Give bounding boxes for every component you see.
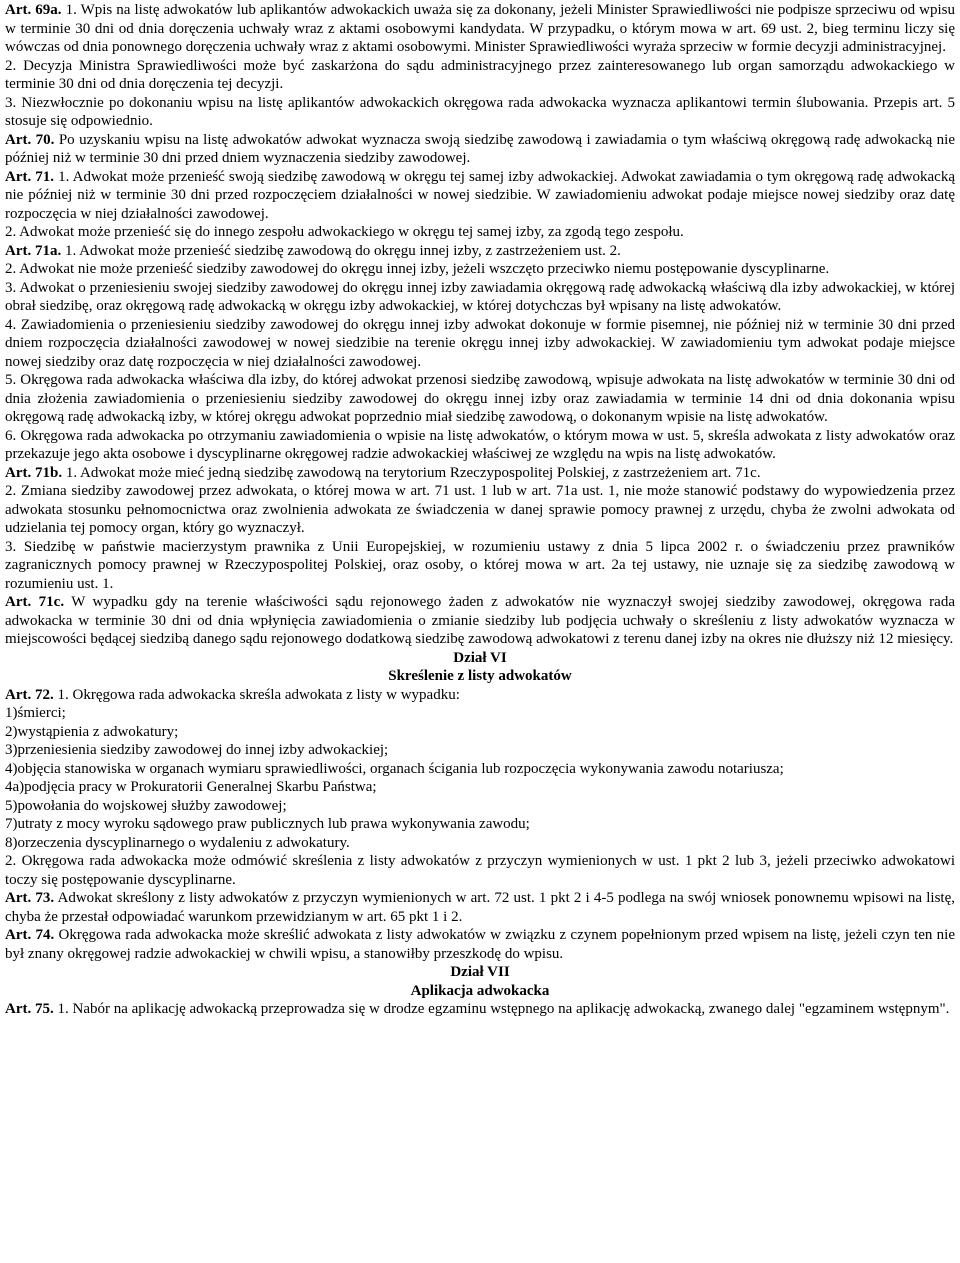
paragraph-text: 2. Adwokat może przenieść się do innego zespołu adwokackiego w okręgu tej samej izby, za zgodą tego zespołu. (5, 224, 684, 240)
paragraph-text: W wypadku gdy na terenie właściwości sądu rejonowego żaden z adwokatów nie wyznaczył swojej siedziby zawodowej, okręgowa rada adwokacka w terminie 30 dni od dnia wpłynięcia zawiadomienia o zmianie siedziby lub podjęcia uchwały o skreśleniu z listy adwokatów wyznacza w miejscowości będącej siedzibą danego sądu rejonowego dodatkową siedzibę zawodową adwokatowi z terenu danej izby na okres nie dłuższy niż 12 miesięcy. (5, 594, 955, 647)
list-item: 4a)podjęcia pracy w Prokuratorii Generalnej Skarbu Państwa; (5, 779, 377, 795)
paragraph-art-75 (5, 1000, 955, 1019)
paragraph-text: Adwokat skreślony z listy adwokatów z przyczyn wymienionych w art. 72 ust. 1 pkt 2 i 4-5 podlega na swój wniosek ponownemu wpisowi na listę, chyba że przestał odpowiadać warunkom przewidzianym w art. 65 pkt 1 i 2. (5, 890, 955, 925)
paragraph-text: 3. Adwokat o przeniesieniu swojej siedziby zawodowej do okręgu innej izby zawiadamia okręgową radę adwokacką właściwą dla izby adwokackiej, w której obrał siedzibę, oraz okręgową radę adwokacką w okręgu izby adwokackiej, w której dotychczas był wpisany na listę adwokatów. (5, 279, 955, 314)
list-item: 3)przeniesienia siedziby zawodowej do innej izby adwokackiej; (5, 742, 389, 758)
paragraph-text: Okręgowa rada adwokacka może skreślić adwokata z listy adwokatów w związku z czynem popełnionym przed wpisem na listę, jeżeli czyn ten nie był znany okręgowej radzie adwokackiej w chwili wpisu, a stanowiłby przeszkodę do wpisu. (5, 927, 955, 962)
list-item: 2)wystąpienia z adwokatury; (5, 723, 179, 740)
article-label: Art. 71a. (5, 242, 62, 259)
article-label: Art. 74. (5, 927, 55, 943)
article-label: Art. 70. (5, 131, 55, 148)
list-item: 7)utraty z mocy wyroku sądowego praw publicznych lub prawa wykonywania zawodu; (5, 816, 530, 832)
paragraph-text: 1. Nabór na aplikację adwokacką przeprowadza się w drodze egzaminu wstępnego na aplikację adwokacką, zwanego dalej "egzaminem wstępnym". (53, 1001, 950, 1017)
paragraph-text: Po uzyskaniu wpisu na listę adwokatów adwokat wyznacza swoją siedzibę zawodową i zawiadamia o tym właściwą okręgową radę adwokacką nie później niż w terminie 30 dni przed dniem wyznaczenia siedziby zawodowej. (5, 131, 955, 166)
paragraph (5, 279, 955, 316)
paragraph-text: 2. Adwokat nie może przenieść siedziby zawodowej do okręgu innej izby, jeżeli wszczęto przeciwko niemu postępowanie dyscyplinarne. (5, 261, 830, 277)
article-label: Art. 71b. (5, 464, 63, 481)
paragraph-art-72 (5, 686, 955, 705)
section-heading: Dział VII (450, 964, 510, 980)
paragraph-art-71c (5, 593, 955, 649)
paragraph-text: 1. Adwokat może przenieść swoją siedzibę zawodową w okręgu tej samej izby adwokackiej. Adwokat zawiadamia o tym okręgową radę adwokacką nie później niż w terminie 30 dni przed rozpoczęciem działalności w nowej siedzibie. W zawiadomieniu adwokat podaje miejsce nowej siedziby oraz datę rozpoczęcia w niej działalności zawodowej. (5, 168, 955, 222)
paragraph (5, 852, 955, 889)
paragraph-art-71a (5, 242, 955, 261)
article-label: Art. 72. (5, 686, 54, 703)
paragraph-text: 2. Okręgowa rada adwokacka może odmówić skreślenia z listy adwokatów z przyczyn wymienionych w ust. 1 pkt 2 lub 3, jeżeli przeciwko adwokatowi toczy się postępowanie dyscyplinarne. (5, 853, 955, 888)
paragraph-art-69a (5, 1, 955, 57)
paragraph-text: 6. Okręgowa rada adwokacka po otrzymaniu zawiadomienia o wpisie na listę adwokatów, o którym mowa w ust. 5, skreśla adwokata z listy adwokatów oraz przekazuje jego akta osobowe i dyscyplinarne okręgowej radzie adwokackiej właściwej ze względu na wpis na listę adwokatów. (5, 427, 955, 462)
article-label: Art. 73. (5, 890, 55, 906)
list-item: 4)objęcia stanowiska w organach wymiaru sprawiedliwości, organach ścigania lub rozpoczęcia wykonywania zawodu notariusza; (5, 760, 784, 777)
paragraph (5, 427, 955, 464)
paragraph-art-70 (5, 131, 955, 168)
paragraph (5, 57, 955, 94)
list-item: 5)powołania do wojskowej służby zawodowej; (5, 797, 287, 814)
paragraph-text: 2. Zmiana siedziby zawodowej przez adwokata, o której mowa w art. 71 ust. 1 lub w art. 71a ust. 1, nie może stanowić podstawy do wypowiedzenia przez adwokata stosunku pełnomocnictwa oraz zwolnienia adwokata ze świadczenia w danej sprawie pomocy prawnej z urzędu, chyba że zwolni adwokata od udzielania tej pomocy organ, który go wyznaczył. (5, 483, 955, 536)
paragraph-art-73 (5, 889, 955, 926)
list-item: 8)orzeczenia dyscyplinarnego o wydaleniu z adwokatury. (5, 834, 350, 851)
article-label: Art. 71. (5, 168, 55, 185)
paragraph (5, 371, 955, 427)
section-title: Skreślenie z listy adwokatów (388, 668, 572, 684)
article-label: Art. 71c. (5, 594, 65, 610)
paragraph-text: 4. Zawiadomienia o przeniesieniu siedziby zawodowej do okręgu innej izby adwokat dokonuje w formie pisemnej, nie później niż w terminie 30 dni przed dniem rozpoczęcia działalności zawodowej w nowej siedzibie na terenie okręgu innej izby adwokackiej. W zawiadomieniu tym adwokat podaje miejsce nowej siedziby oraz datę rozpoczęcia w niej działalności zawodowej. (5, 316, 955, 370)
paragraph (5, 94, 955, 131)
paragraph-text: 3. Niezwłocznie po dokonaniu wpisu na listę aplikantów adwokackich okręgowa rada adwokacka wyznacza aplikantowi termin ślubowania. Przepis art. 5 stosuje się odpowiednio. (5, 94, 955, 129)
paragraph-art-71b (5, 464, 955, 483)
paragraph (5, 538, 955, 594)
paragraph-text: 1. Okręgowa rada adwokacka skreśla adwokata z listy w wypadku: (53, 686, 460, 703)
paragraph (5, 260, 955, 279)
paragraph-text: 1. Wpis na listę adwokatów lub aplikantów adwokackich uważa się za dokonany, jeżeli Minister Sprawiedliwości nie podpisze sprzeciwu od wpisu w terminie 30 dni od dnia doręczenia uchwały wraz z aktami osobowymi kandydata. W przypadku, o którym mowa w art. 69 ust. 2, bieg terminu liczy się wówczas od dnia ponownego doręczenia uchwały wraz z aktami osobowymi. Minister Sprawiedliwości wyraża sprzeciw w formie decyzji administracyjnej. (5, 2, 955, 55)
paragraph-text: 5. Okręgowa rada adwokacka właściwa dla izby, do której adwokat przenosi siedzibę zawodową, wpisuje adwokata na listę adwokatów w terminie 30 dni od dnia złożenia zawiadomienia o przeniesieniu siedziby zawodowej do okręgu innej izby oraz zawiadamia w terminie 14 dni od dnia dokonania wpisu okręgową radę adwokacką izby, w której okręgu adwokat poprzednio miał siedzibę zawodową, o dokonanym wpisie na listę adwokatów. (5, 372, 955, 425)
section-title: Aplikacja adwokacka (410, 982, 550, 999)
paragraph-text: 1. Adwokat może mieć jedną siedzibę zawodową na terytorium Rzeczypospolitej Polskiej, z zastrzeżeniem art. 71c. (62, 464, 761, 481)
paragraph (5, 223, 955, 242)
paragraph-art-74 (5, 926, 955, 963)
paragraph (5, 316, 955, 372)
paragraph-text: 3. Siedzibę w państwie macierzystym prawnika z Unii Europejskiej, w rozumieniu ustawy z dnia 5 lipca 2002 r. o świadczeniu przez prawników zagranicznych pomocy prawnej w Rzeczypospolitej Polskiej, oraz osoby, o której mowa w art. 2a tej ustawy, nie uznaje się za siedzibę zawodową w rozumieniu ust. 1. (5, 538, 955, 592)
list-item: 1)śmierci; (5, 705, 66, 721)
paragraph-text: 1. Adwokat może przenieść siedzibę zawodową do okręgu innej izby, z zastrzeżeniem ust. 2. (61, 242, 621, 259)
paragraph-text: 2. Decyzja Ministra Sprawiedliwości może być zaskarżona do sądu administracyjnego przez zainteresowanego lub organ samorządu adwokackiego w terminie 30 dni od dnia doręczenia tej decyzji. (5, 57, 955, 92)
article-label: Art. 75. (5, 1001, 54, 1017)
paragraph (5, 482, 955, 538)
paragraph-art-71 (5, 168, 955, 224)
section-heading: Dział VI (453, 649, 507, 666)
article-label: Art. 69a. (5, 2, 62, 18)
